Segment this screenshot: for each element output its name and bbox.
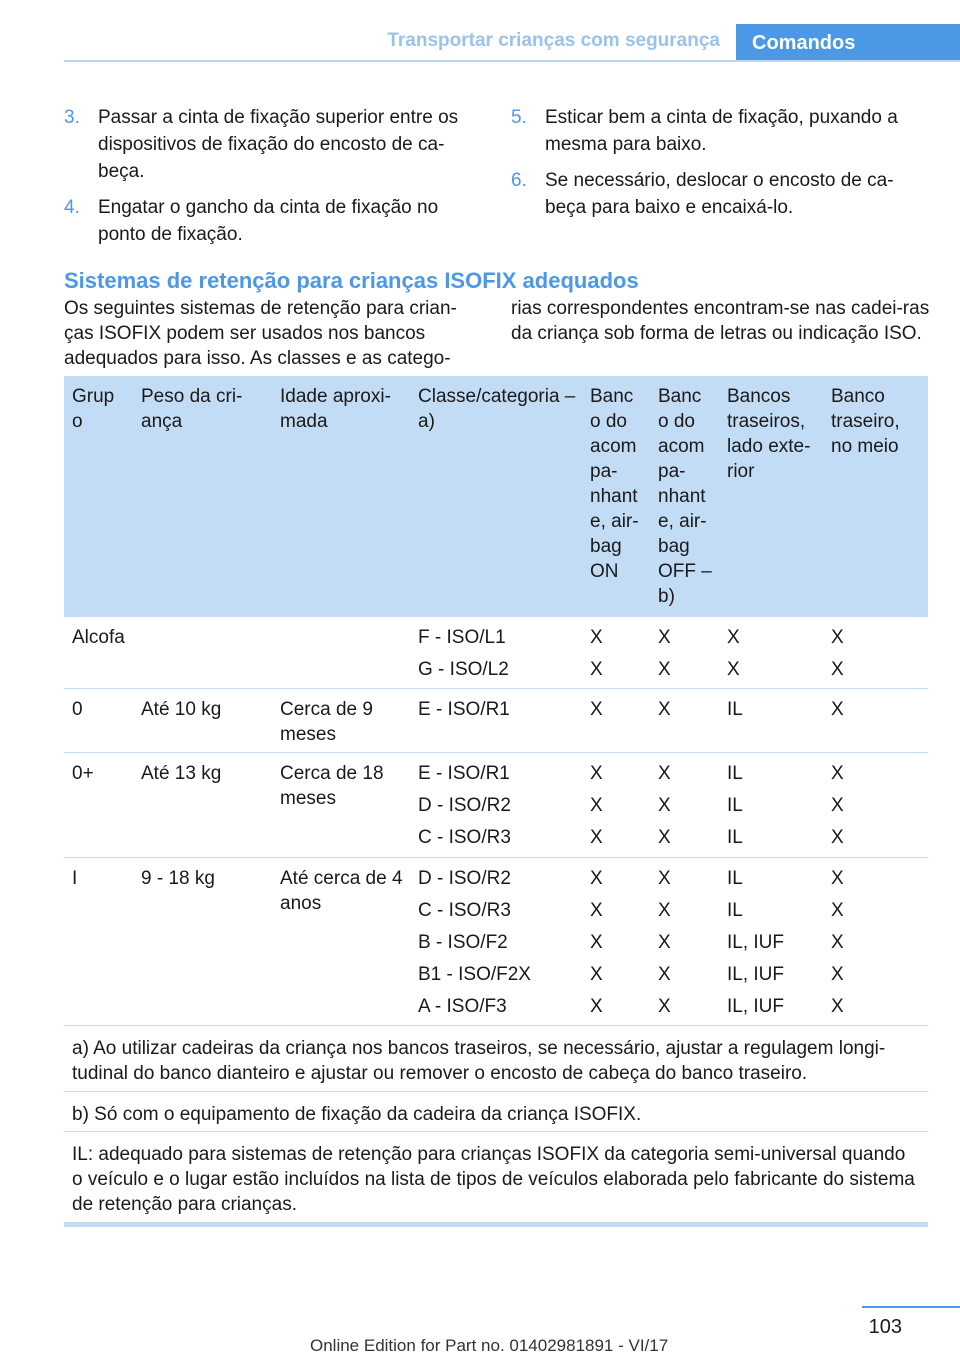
step-number: 3. [64, 107, 80, 128]
table-header-row [64, 376, 928, 617]
cell-line: IL [727, 827, 743, 848]
cell-weight: Até 13 kg [141, 763, 222, 784]
cell-group: 0+ [72, 763, 94, 784]
cell-group: Alcofa [72, 627, 125, 648]
cell-rear-middle [823, 689, 928, 752]
section-intro-right: rias correspondentes encontram-se nas cadei-ras da criança sob forma de letras ou indicação ISO. [511, 298, 930, 344]
cell-rear-outer [719, 753, 823, 857]
cell-line: A - ISO/F3 [418, 996, 507, 1017]
running-header-chapter: Comandos [736, 24, 960, 62]
isofix-table [64, 376, 928, 1227]
cell-weight: Até 10 kg [141, 699, 222, 720]
cell-line: D - ISO/R2 [418, 795, 511, 816]
cell-rear-middle [823, 617, 928, 688]
cell-group: 0 [72, 699, 83, 720]
table-row [64, 617, 928, 689]
table-row [64, 689, 928, 753]
cell-line: B - ISO/F2 [418, 932, 508, 953]
cell-line: X [590, 996, 603, 1017]
cell-line: X [590, 964, 603, 985]
cell-line: X [831, 827, 844, 848]
cell-line: X [590, 627, 603, 648]
table-note-a: a) Ao utilizar cadeiras da criança nos bancos traseiros, se necessário, ajustar a regulagem longi-tudinal do banco dianteiro e ajustar ou remover o encosto de cabeça do banco traseiro. [64, 1026, 928, 1092]
cell-line: X [590, 868, 603, 889]
cell-line: X [831, 659, 844, 680]
cell-line: X [831, 996, 844, 1017]
edition-line: Online Edition for Part no. 01402981891 - VI/17 [310, 1336, 669, 1355]
cell-line: X [590, 795, 603, 816]
step-text: Engatar o gancho da cinta de fixação no ponto de fixação. [98, 197, 439, 245]
cell-line: IL [727, 699, 743, 720]
cell-line: C - ISO/R3 [418, 900, 511, 921]
cell-rear-outer [719, 858, 823, 1025]
header-rear-outer: Bancos traseiros, lado exte-rior [727, 386, 811, 482]
header-class: Classe/categoria – a) [418, 386, 576, 432]
cell-line: IL [727, 763, 743, 784]
cell-line: X [658, 868, 671, 889]
cell-line: X [727, 627, 740, 648]
cell-line: IL, IUF [727, 964, 785, 985]
cell-line: C - ISO/R3 [418, 827, 511, 848]
cell-airbag-on [582, 753, 650, 857]
cell-line: X [658, 900, 671, 921]
step-text: Se necessário, deslocar o encosto de ca-beça para baixo e encaixá-lo. [545, 170, 894, 218]
cell-line: X [658, 827, 671, 848]
cell-line: X [831, 627, 844, 648]
cell-line: IL [727, 795, 743, 816]
cell-line: X [658, 699, 671, 720]
cell-line: F - ISO/L1 [418, 627, 506, 648]
cell-line: X [831, 868, 844, 889]
cell-rear-middle [823, 753, 928, 857]
cell-class [410, 689, 582, 752]
header-weight: Peso da cri-ança [141, 386, 243, 432]
cell-rear-outer [719, 689, 823, 752]
table-row [64, 753, 928, 858]
step-item [511, 167, 931, 221]
section-intro-left: Os seguintes sistemas de retenção para crian-ças ISOFIX podem ser usados nos bancos adequados para isso. As classes e as catego- [64, 298, 457, 369]
cell-weight: 9 - 18 kg [141, 868, 215, 889]
header-passenger-airbag-off: Banc o do acom pa-nhant e, air-bag OFF – b) [658, 386, 712, 607]
cell-line: X [590, 932, 603, 953]
cell-airbag-off [650, 689, 719, 752]
cell-line: IL, IUF [727, 932, 785, 953]
cell-age [272, 617, 410, 688]
header-group: Grup o [72, 386, 115, 432]
step-text: Esticar bem a cinta de fixação, puxando a mesma para baixo. [545, 107, 898, 155]
cell-rear-outer [719, 617, 823, 688]
cell-class [410, 617, 582, 688]
cell-line: X [590, 659, 603, 680]
step-number: 6. [511, 170, 527, 191]
cell-airbag-on [582, 858, 650, 1025]
cell-line: X [658, 964, 671, 985]
cell-airbag-on [582, 617, 650, 688]
step-text: Passar a cinta de fixação superior entre os dispositivos de fixação do encosto de ca-beça. [98, 107, 459, 182]
step-number: 4. [64, 197, 80, 218]
steps-left-column [64, 104, 484, 257]
cell-line: E - ISO/R1 [418, 763, 510, 784]
cell-class [410, 753, 582, 857]
cell-airbag-off [650, 858, 719, 1025]
table-row [64, 858, 928, 1026]
cell-line: X [831, 900, 844, 921]
cell-weight [133, 617, 272, 688]
cell-age: Até cerca de 4 anos [280, 868, 403, 914]
page-number: 103 [868, 1316, 902, 1338]
header-passenger-airbag-on: Banc o do acom pa-nhant e, air-bag ON [590, 386, 639, 582]
cell-line: IL [727, 868, 743, 889]
cell-line: E - ISO/R1 [418, 699, 510, 720]
cell-group: I [72, 868, 78, 889]
cell-line: X [831, 763, 844, 784]
table-note-il: IL: adequado para sistemas de retenção para crianças ISOFIX da categoria semi-universal quando o veículo e o lugar estão incluídos na lista de tipos de veículos elaborada pelo fabricante do sistema de retenção para crianças. [64, 1132, 928, 1227]
header-rear-middle: Banco traseiro, no meio [831, 386, 900, 457]
header-age: Idade aproxi-mada [280, 386, 391, 432]
cell-line: X [658, 932, 671, 953]
cell-line: X [658, 763, 671, 784]
cell-line: X [658, 659, 671, 680]
cell-line: X [590, 900, 603, 921]
cell-line: X [590, 763, 603, 784]
step-item [64, 104, 484, 185]
cell-line: X [658, 795, 671, 816]
cell-line: IL [727, 900, 743, 921]
section-title: Sistemas de retenção para crianças ISOFIX adequados [64, 268, 639, 293]
cell-line: X [831, 699, 844, 720]
cell-line: X [831, 795, 844, 816]
cell-age: Cerca de 9 meses [280, 699, 373, 745]
running-header-section: Transportar crianças com segurança [387, 30, 720, 51]
step-number: 5. [511, 107, 527, 128]
cell-line: X [831, 932, 844, 953]
cell-class [410, 858, 582, 1025]
cell-rear-middle [823, 858, 928, 1025]
cell-line: X [658, 627, 671, 648]
header-rule [64, 60, 960, 62]
cell-line: X [658, 996, 671, 1017]
cell-line: X [831, 964, 844, 985]
cell-line: IL, IUF [727, 996, 785, 1017]
cell-line: X [727, 659, 740, 680]
cell-line: G - ISO/L2 [418, 659, 509, 680]
cell-line: X [590, 699, 603, 720]
cell-line: D - ISO/R2 [418, 868, 511, 889]
step-item [511, 104, 931, 158]
cell-line: X [590, 827, 603, 848]
footer-rule [862, 1306, 960, 1308]
cell-line: B1 - ISO/F2X [418, 964, 531, 985]
table-note-b: b) Só com o equipamento de fixação da cadeira da criança ISOFIX. [64, 1092, 928, 1132]
cell-airbag-off [650, 753, 719, 857]
cell-age: Cerca de 18 meses [280, 763, 384, 809]
step-item [64, 194, 484, 248]
cell-airbag-on [582, 689, 650, 752]
steps-right-column [511, 104, 931, 230]
cell-airbag-off [650, 617, 719, 688]
